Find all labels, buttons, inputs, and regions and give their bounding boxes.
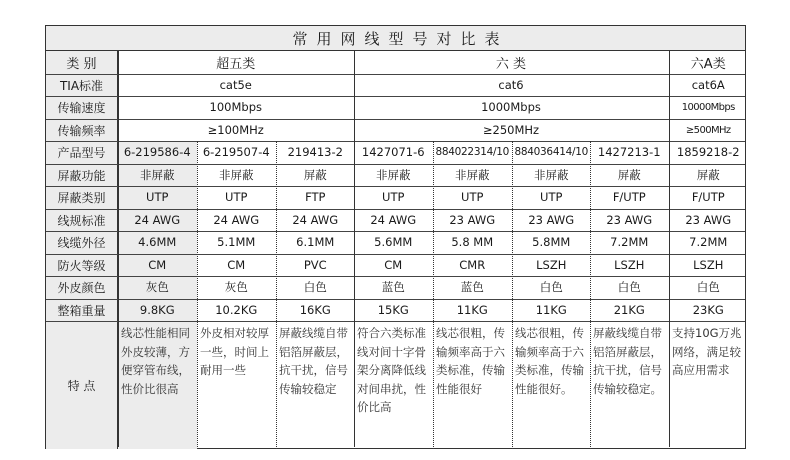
group-frequency: ≥250MHz <box>482 123 540 138</box>
product-model: 1427213-1 <box>597 145 661 160</box>
product-diameter: 6.1MM <box>296 235 335 250</box>
product-shield-function: 非屏蔽 <box>219 168 254 183</box>
row-label-gauge: 线规标准 <box>46 209 118 232</box>
product-diameter: 5.8 MM <box>451 235 494 250</box>
product-shield-function: 屏蔽 <box>303 168 327 183</box>
group-name: 六 类 <box>495 56 527 72</box>
product-gauge: 23 AWG <box>528 213 575 228</box>
column-divider <box>433 141 434 447</box>
product-model: 1427071-6 <box>361 145 425 160</box>
product-fire-rating: LSZH <box>536 258 567 273</box>
row-label-category: 类 别 <box>46 51 118 74</box>
product-shield-type: FTP <box>305 190 326 205</box>
product-model: 6-219507-4 <box>202 145 270 160</box>
group-tia: cat5e <box>219 78 252 93</box>
product-shield-type: UTP <box>225 190 248 205</box>
product-fire-rating: CM <box>384 258 403 273</box>
product-diameter: 7.2MM <box>689 235 728 250</box>
product-features: 线芯很粗，传输频率高于六类标准，传输性能很好。 <box>515 326 584 396</box>
group-name: 六A类 <box>690 56 726 72</box>
row-label-shield-type: 屏蔽类别 <box>46 186 118 209</box>
product-jacket-color: 灰色 <box>118 276 197 299</box>
product-jacket-color: 白色 <box>617 280 641 295</box>
product-model: 884022314/10 <box>435 146 509 159</box>
row-divider <box>46 74 745 75</box>
row-divider <box>46 299 745 300</box>
product-features: 外皮相对较厚一些，时间上耐用一些 <box>200 326 269 377</box>
product-features: 线芯很粗，传输频率高于六类标准，传输性能很好 <box>436 326 505 396</box>
group-name: 超五类 <box>216 56 256 72</box>
product-jacket-color: 白色 <box>696 280 720 295</box>
row-label-frequency: 传输频率 <box>46 119 118 142</box>
product-jacket-color: 灰色 <box>224 280 248 295</box>
row-label-fire-rating: 防火等级 <box>46 254 118 277</box>
column-divider <box>276 141 277 447</box>
group-speed: 1000Mbps <box>481 100 541 115</box>
row-label-diameter: 线缆外径 <box>46 231 118 254</box>
product-diameter: 5.6MM <box>374 235 413 250</box>
product-gauge: 23 AWG <box>606 213 653 228</box>
product-box-weight: 23KG <box>692 303 724 318</box>
product-box-weight: 21KG <box>613 303 645 318</box>
product-shield-type: UTP <box>382 190 405 205</box>
product-jacket-color: 蓝色 <box>381 280 405 295</box>
row-label-shield-function: 屏蔽功能 <box>46 164 118 187</box>
product-shield-type: UTP <box>540 190 563 205</box>
product-fire-rating: LSZH <box>693 258 724 273</box>
product-shield-function: 屏蔽 <box>617 168 641 183</box>
row-divider <box>46 186 745 187</box>
product-gauge: 24 AWG <box>370 213 417 228</box>
product-shield-type: F/UTP <box>612 190 646 205</box>
row-divider <box>46 231 745 232</box>
product-fire-rating: PVC <box>303 258 327 273</box>
product-features: 支持10G万兆网络，满足较高应用需求 <box>672 326 742 377</box>
product-shield-type: F/UTP <box>691 190 725 205</box>
product-gauge: 24 AWG <box>213 213 260 228</box>
product-features: 屏蔽线缆自带铝箔屏蔽层，抗干扰，信号传输较稳定。 <box>593 326 662 396</box>
product-jacket-color: 蓝色 <box>460 280 484 295</box>
group-divider <box>354 51 355 447</box>
row-divider <box>46 141 745 142</box>
cable-comparison-table <box>45 25 746 449</box>
row-divider <box>46 96 745 97</box>
product-gauge: 24 AWG <box>292 213 339 228</box>
row-label-features: 特 点 <box>46 321 118 449</box>
product-features: 线芯性能相同外皮较薄，方便穿管布线，性价比很高 <box>118 321 197 449</box>
product-shield-function: 非屏蔽 <box>534 168 569 183</box>
group-speed: 10000Mbps <box>681 101 735 113</box>
product-box-weight: 11KG <box>456 303 488 318</box>
row-divider <box>46 321 745 322</box>
product-shield-function: 非屏蔽 <box>455 168 490 183</box>
column-divider <box>197 141 198 447</box>
product-box-weight: 9.8KG <box>118 299 197 322</box>
product-diameter: 5.1MM <box>217 235 256 250</box>
product-diameter: 4.6MM <box>118 231 197 254</box>
product-features: 符合六类标准线对间十字骨架分离降低线对间串扰，性价比高 <box>357 326 426 414</box>
product-gauge: 24 AWG <box>118 209 197 232</box>
product-model: 6-219586-4 <box>118 141 197 164</box>
product-box-weight: 16KG <box>299 303 331 318</box>
row-divider <box>46 164 745 165</box>
product-gauge: 23 AWG <box>685 213 732 228</box>
product-shield-type: UTP <box>461 190 484 205</box>
product-shield-function: 非屏蔽 <box>376 168 411 183</box>
product-model: 1859218-2 <box>676 145 740 160</box>
row-label-jacket-color: 外皮颜色 <box>46 276 118 299</box>
product-features: 屏蔽线缆自带铝箔屏蔽层，抗干扰，信号传输较稳定 <box>279 326 348 396</box>
row-label-box-weight: 整箱重量 <box>46 299 118 322</box>
row-label-speed: 传输速度 <box>46 96 118 119</box>
product-shield-function: 屏蔽 <box>696 168 720 183</box>
product-diameter: 7.2MM <box>610 235 649 250</box>
group-divider <box>669 51 670 447</box>
row-divider <box>46 254 745 255</box>
row-divider <box>46 276 745 277</box>
row-divider <box>46 209 745 210</box>
group-tia: cat6 <box>498 78 524 93</box>
product-gauge: 23 AWG <box>449 213 496 228</box>
product-shield-function: 非屏蔽 <box>118 164 197 187</box>
product-shield-type: UTP <box>118 186 197 209</box>
row-divider <box>46 119 745 120</box>
label-divider <box>118 51 119 447</box>
product-jacket-color: 白色 <box>303 280 327 295</box>
product-model: 219413-2 <box>287 145 343 160</box>
product-fire-rating: LSZH <box>614 258 645 273</box>
product-box-weight: 11KG <box>535 303 567 318</box>
group-frequency: ≥100MHz <box>207 123 264 138</box>
column-divider <box>590 141 591 447</box>
product-jacket-color: 白色 <box>539 280 563 295</box>
product-box-weight: 15KG <box>377 303 409 318</box>
product-fire-rating: CM <box>227 258 246 273</box>
group-frequency: ≥500MHz <box>685 124 731 136</box>
product-model: 884036414/10 <box>514 146 588 159</box>
row-label-tia: TIA标准 <box>46 74 118 97</box>
product-box-weight: 10.2KG <box>215 303 258 318</box>
column-divider <box>512 141 513 447</box>
product-fire-rating: CMR <box>459 258 486 273</box>
row-label-model: 产品型号 <box>46 141 118 164</box>
table-title: 常用网线型号对比表 <box>46 26 745 51</box>
product-fire-rating: CM <box>118 254 197 277</box>
group-tia: cat6A <box>691 78 725 93</box>
group-speed: 100Mbps <box>209 100 262 115</box>
product-diameter: 5.8MM <box>532 235 571 250</box>
